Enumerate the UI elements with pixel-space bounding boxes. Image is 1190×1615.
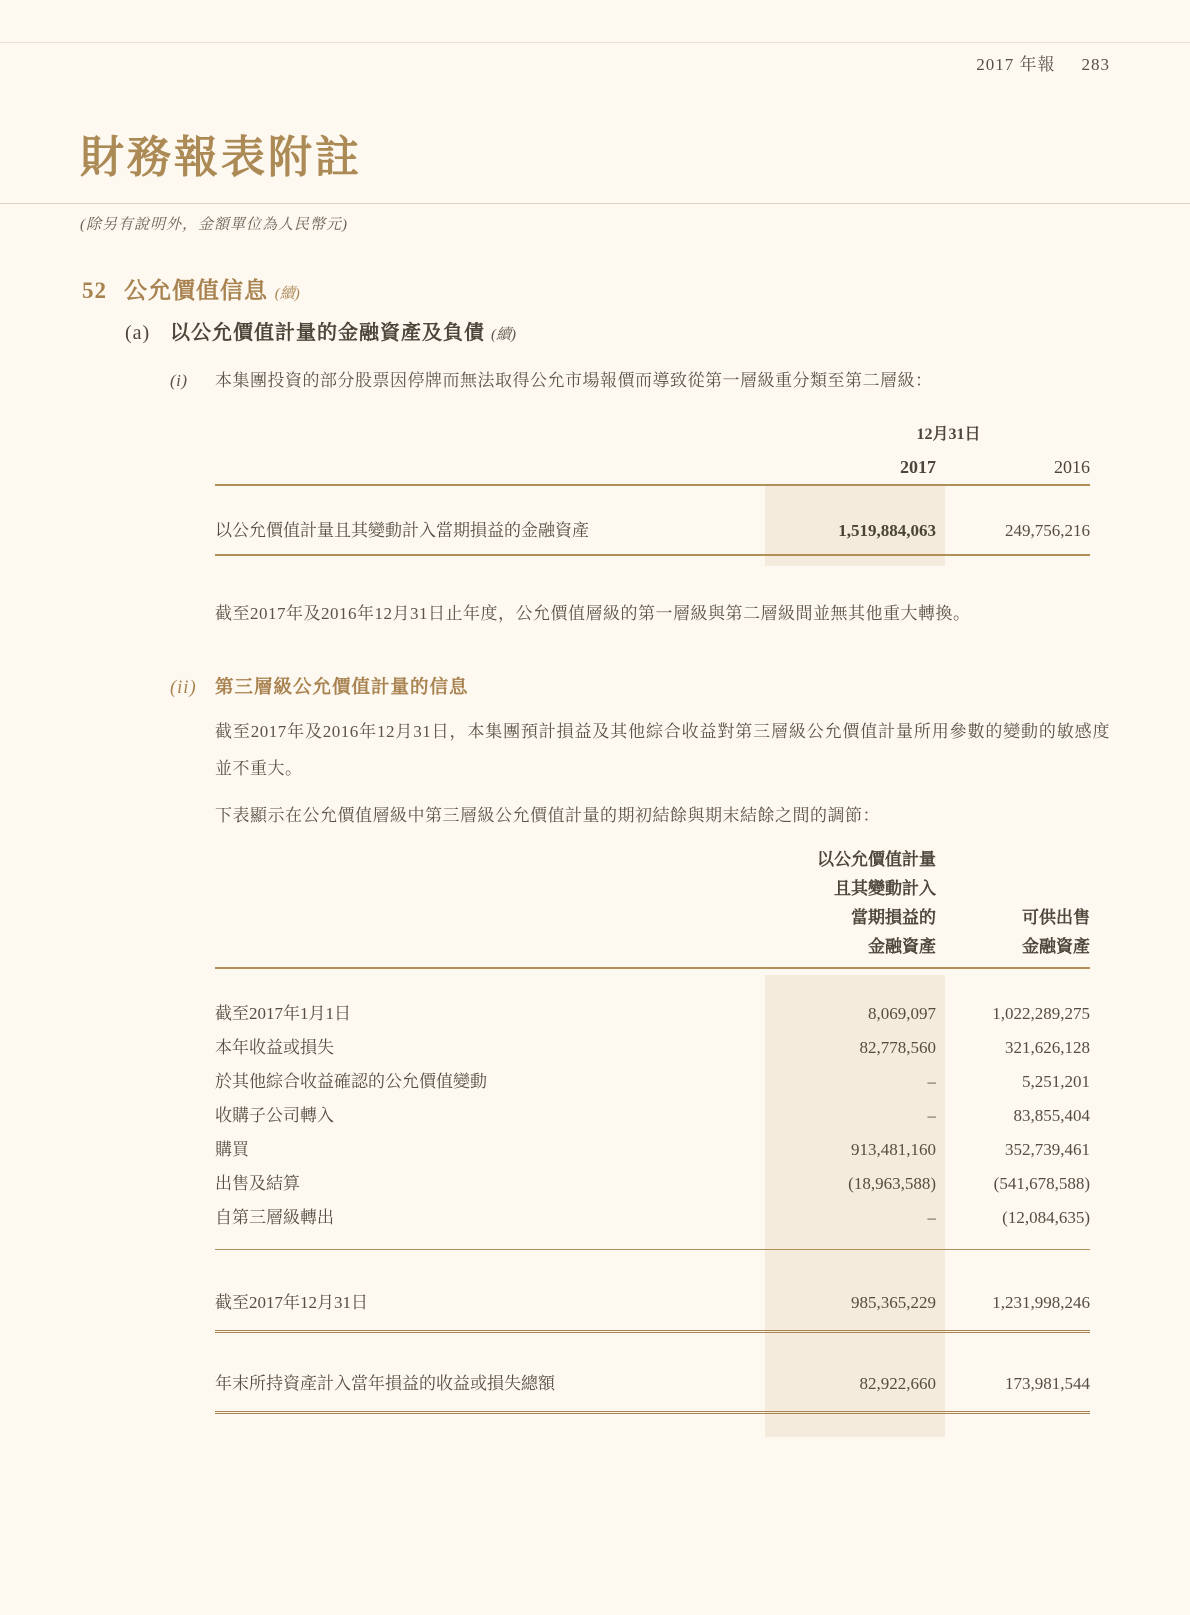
subsection-a-continued: (續) — [491, 327, 516, 343]
section-number: 52 — [82, 278, 107, 303]
subsection-a-title: 以公允價值計量的金融資產及負債 — [170, 322, 485, 344]
table2-col1-header: 以公允價值計量 且其變動計入 當期損益的 金融資產 — [817, 850, 936, 956]
report-title: 2017 年報 — [976, 55, 1056, 74]
item-ii-heading — [170, 673, 469, 699]
table-row: 出售及結算 (18,963,588) (541,678,588) — [215, 1174, 1090, 1193]
table-row: 自第三層級轉出 – (12,084,635) — [215, 1208, 1090, 1227]
table-row: 於其他綜合收益確認的公允價值變動 – 5,251,201 — [215, 1072, 1090, 1091]
item-i-marker: (i) — [170, 371, 188, 390]
item-ii-marker: (ii) — [170, 678, 197, 698]
table-row: 截至2017年1月1日 8,069,097 1,022,289,275 — [215, 1004, 1090, 1023]
table1-value-2016: 249,756,216 — [1005, 521, 1090, 540]
table2-final-row: 年末所持資產計入當年損益的收益或損失總額 82,922,660 173,981,544 — [215, 1374, 1090, 1393]
section-title: 公允價值信息 — [124, 278, 268, 303]
table-row: 收購子公司轉入 – 83,855,404 — [215, 1106, 1090, 1125]
page-header — [976, 50, 1110, 75]
title-divider — [0, 203, 1190, 204]
reconciliation-intro-paragraph: 下表顯示在公允價值層級中第三層級公允價值計量的期初結餘與期末結餘之間的調節： — [215, 806, 880, 825]
table1-data-row — [215, 486, 1090, 554]
table1-date-header-row — [215, 420, 1090, 450]
transfer-note-paragraph: 截至2017年及2016年12月31日止年度，公允價值層級的第一層級與第二層級間並無其他重大轉換。 — [215, 604, 971, 623]
table1-col-2016: 2016 — [1054, 457, 1090, 477]
table2-bottom-rule — [215, 1411, 1090, 1414]
table1-col-2017: 2017 — [900, 457, 936, 477]
subsection-a-heading — [125, 316, 516, 345]
page-number: 283 — [1081, 55, 1110, 74]
document-title: 財務報表附註 — [80, 133, 362, 182]
table2-body — [215, 969, 1090, 1249]
table1-date-header: 12月31日 — [916, 426, 981, 443]
sensitivity-paragraph: 截至2017年及2016年12月31日，本集團預計損益及其他綜合收益對第三層級公允價值計量所用參數的變動的敏感度並不重大。 — [215, 722, 1110, 778]
section-continued: (續) — [274, 286, 300, 302]
table-row: 購買 913,481,160 352,739,461 — [215, 1140, 1090, 1159]
currency-note: (除另有說明外，金額單位為人民幣元) — [80, 217, 348, 233]
table1-bottom-rule — [215, 554, 1090, 556]
table1-year-header-row — [215, 450, 1090, 484]
table1-row-label: 以公允價值計量且其變動計入當期損益的金融資產 — [215, 521, 589, 540]
subsection-a-marker: (a) — [125, 322, 151, 344]
table1-value-2017: 1,519,884,063 — [838, 521, 936, 540]
level3-reconciliation-table — [215, 845, 1090, 1414]
item-ii-title: 第三層級公允價值計量的信息 — [215, 678, 469, 698]
table2-header-row — [215, 845, 1090, 967]
table2-col2-header: 可供出售 金融資產 — [1022, 908, 1090, 956]
top-divider — [0, 42, 1190, 43]
table2-total-row: 截至2017年12月31日 985,365,229 1,231,998,246 — [215, 1293, 1090, 1312]
item-i-text: 本集團投資的部分股票因停牌而無法取得公允市場報價而導致從第一層級重分類至第二層級： — [215, 371, 933, 390]
table-row: 本年收益或損失 82,778,560 321,626,128 — [215, 1038, 1090, 1057]
reclassification-table — [215, 420, 1090, 556]
item-i-paragraph — [170, 366, 1100, 391]
section-52-heading — [82, 272, 300, 305]
